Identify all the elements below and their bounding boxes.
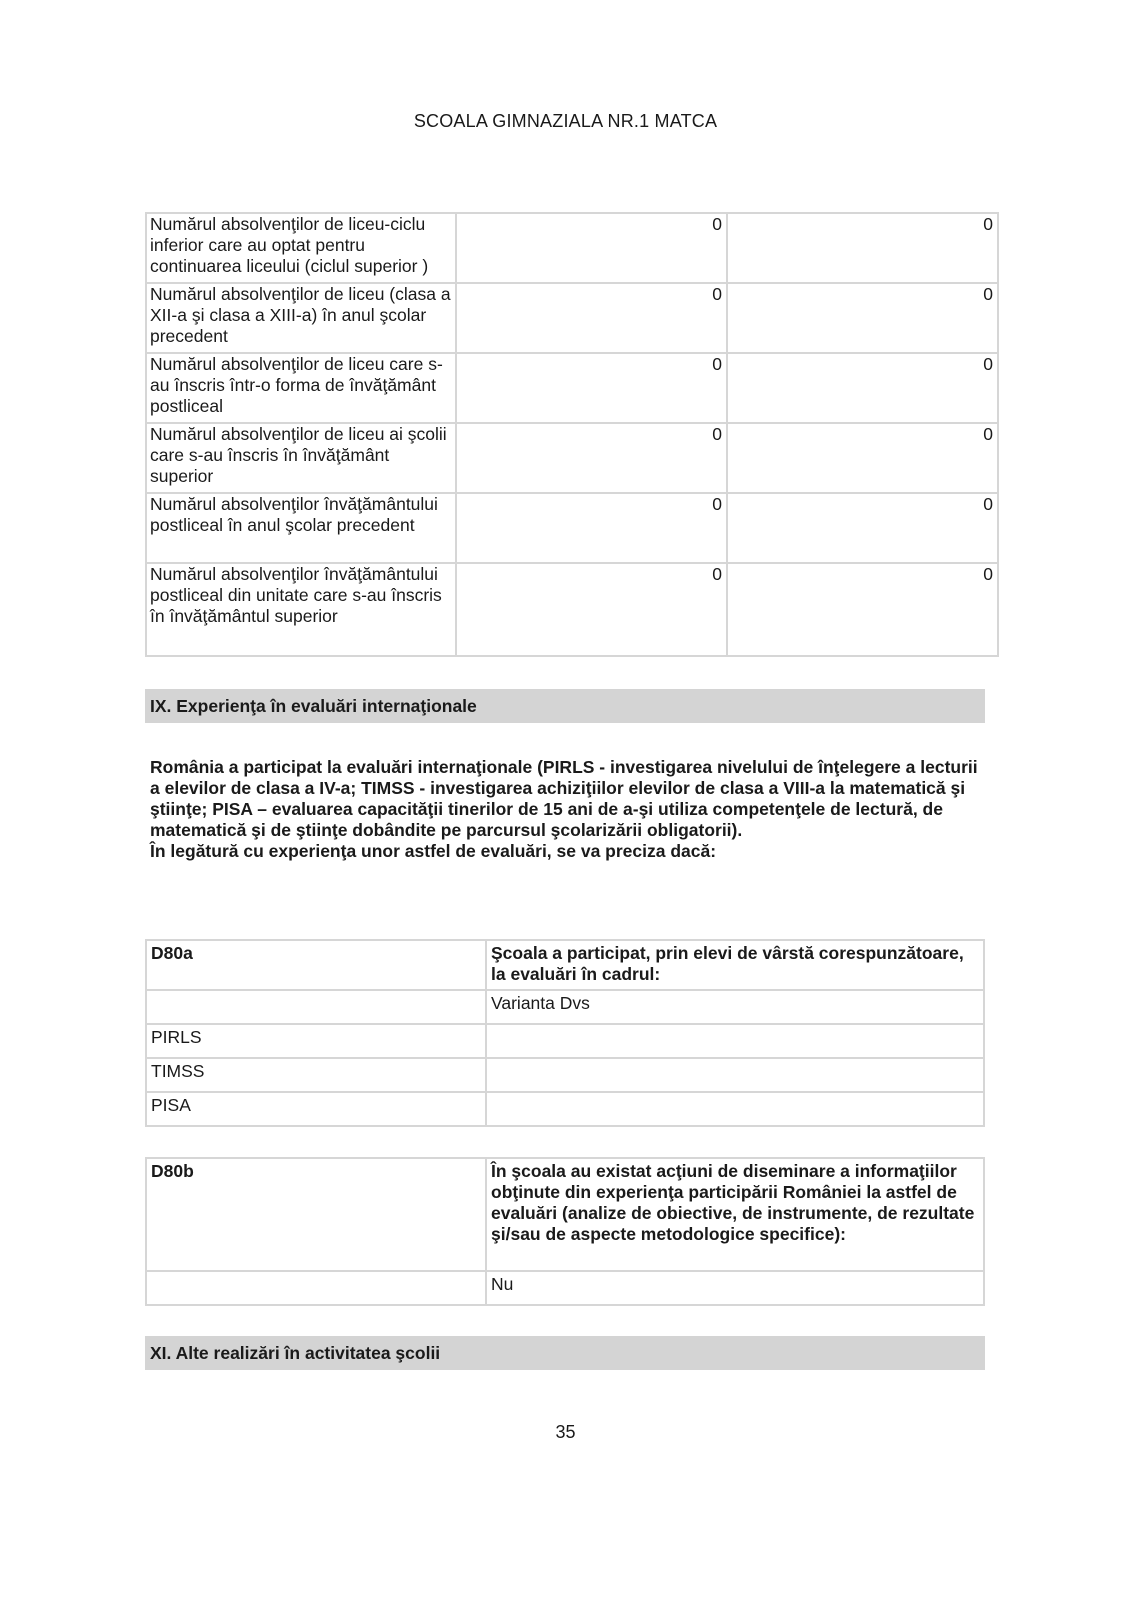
table-row bbox=[146, 213, 998, 283]
table-row bbox=[146, 1092, 984, 1126]
row-label: Numărul absolvenţilor învăţământului postliceal în anul şcolar precedent bbox=[146, 493, 456, 563]
section-xi-heading: XI. Alte realizări în activitatea şcolii bbox=[145, 1336, 985, 1370]
table-row bbox=[146, 990, 984, 1024]
table-row bbox=[146, 940, 984, 990]
value-cell: 0 bbox=[456, 213, 727, 283]
value-cell: 0 bbox=[456, 493, 727, 563]
answer-header: Varianta Dvs bbox=[486, 990, 984, 1024]
table-row bbox=[146, 283, 998, 353]
table-row bbox=[146, 493, 998, 563]
row-label: Numărul absolvenţilor de liceu ai şcolii care s-au înscris în învăţământ superior bbox=[146, 423, 456, 493]
value-cell: 0 bbox=[456, 563, 727, 656]
option-label: PIRLS bbox=[146, 1024, 486, 1058]
question-code: D80a bbox=[146, 940, 486, 990]
option-label: TIMSS bbox=[146, 1058, 486, 1092]
option-answer[interactable] bbox=[486, 1092, 984, 1126]
table-row bbox=[146, 353, 998, 423]
table-row bbox=[146, 1271, 984, 1305]
table-row bbox=[146, 423, 998, 493]
question-text: În şcoala au existat acţiuni de diseminare a informaţiilor obţinute din experienţa participării României la astfel de evaluări (analize de obiective, de instrumente, de rezultate şi/sau de aspecte metodologice specifice): bbox=[486, 1158, 984, 1271]
question-code: D80b bbox=[146, 1158, 486, 1271]
option-label: PISA bbox=[146, 1092, 486, 1126]
table-row bbox=[146, 1158, 984, 1271]
table-row bbox=[146, 1024, 984, 1058]
page-number: 35 bbox=[555, 1422, 576, 1442]
empty-cell bbox=[146, 1271, 486, 1305]
graduates-table bbox=[145, 212, 999, 657]
table-row bbox=[146, 563, 998, 656]
value-cell: 0 bbox=[727, 283, 998, 353]
intro-paragraph: România a participat la evaluări internaţionale (PIRLS - investigarea nivelului de înţelegere a lecturii a elevilor de clasa a IV-a; TIMSS - investigarea achiziţiilor elevilor de clasa a VIII-a la matematică şi ştiinţe; PISA – evaluarea capacităţii tinerilor de 15 ani de a-şi utiliza competenţele de lectură, de matematică şi de ştiinţe dobândite pe parcursul şcolarizării obligatorii). bbox=[150, 757, 978, 840]
question-text: Şcoala a participat, prin elevi de vârstă corespunzătoare, la evaluări în cadrul: bbox=[486, 940, 984, 990]
value-cell: 0 bbox=[456, 353, 727, 423]
answer-value[interactable]: Nu bbox=[486, 1271, 984, 1305]
row-label: Numărul absolvenţilor de liceu (clasa a XII-a şi clasa a XIII-a) în anul şcolar precedent bbox=[146, 283, 456, 353]
value-cell: 0 bbox=[727, 213, 998, 283]
row-label: Numărul absolvenţilor de liceu care s-au înscris într-o forma de învăţământ postliceal bbox=[146, 353, 456, 423]
table-row bbox=[146, 1058, 984, 1092]
value-cell: 0 bbox=[727, 493, 998, 563]
d80b-table bbox=[145, 1157, 985, 1306]
value-cell: 0 bbox=[727, 423, 998, 493]
option-answer[interactable] bbox=[486, 1024, 984, 1058]
section-ix-heading: IX. Experienţa în evaluări internaţionale bbox=[145, 689, 985, 723]
intro-line: În legătură cu experienţa unor astfel de evaluări, se va preciza dacă: bbox=[150, 841, 717, 861]
option-answer[interactable] bbox=[486, 1058, 984, 1092]
value-cell: 0 bbox=[456, 423, 727, 493]
page-header: SCOALA GIMNAZIALA NR.1 MATCA bbox=[413, 111, 718, 131]
intro-text bbox=[150, 757, 980, 862]
row-label: Numărul absolvenţilor de liceu-ciclu inferior care au optat pentru continuarea liceului (ciclul superior ) bbox=[146, 213, 456, 283]
value-cell: 0 bbox=[727, 353, 998, 423]
value-cell: 0 bbox=[727, 563, 998, 656]
row-label: Numărul absolvenţilor învăţământului postliceal din unitate care s-au înscris în învăţământul superior bbox=[146, 563, 456, 656]
d80a-table bbox=[145, 939, 985, 1127]
value-cell: 0 bbox=[456, 283, 727, 353]
empty-cell bbox=[146, 990, 486, 1024]
